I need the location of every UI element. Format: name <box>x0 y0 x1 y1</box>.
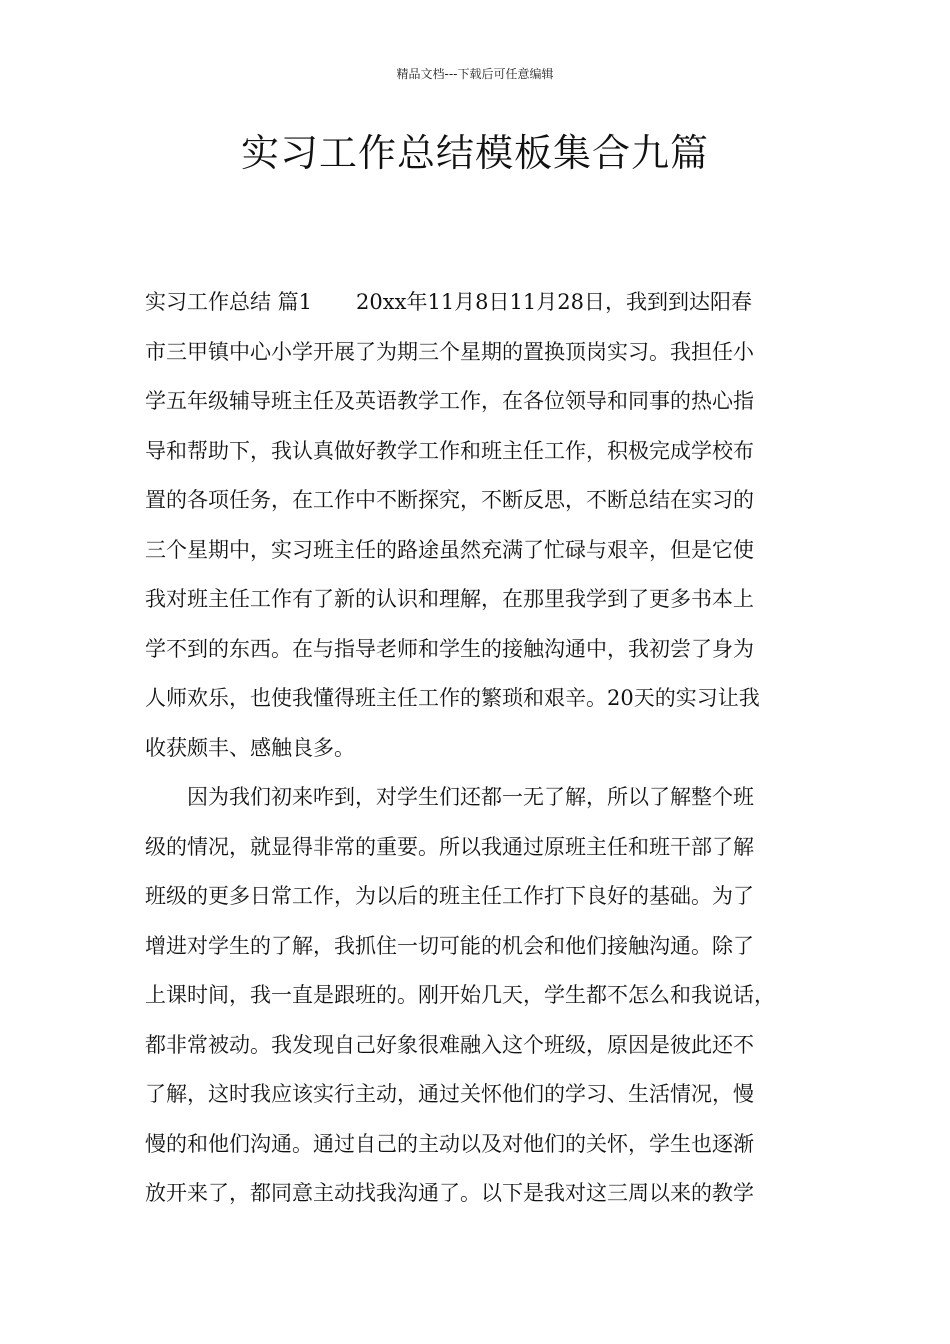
paragraph-line: 收获颇丰、感触良多。 <box>145 735 355 760</box>
document-body <box>145 278 825 1219</box>
document-title: 实习工作总结模板集合九篇 <box>240 131 709 175</box>
section-label: 实习工作总结 篇1 <box>145 290 313 314</box>
paragraph-line: 慢的和他们沟通。通过自己的主动以及对他们的关怀，学生也逐渐 <box>145 1131 754 1156</box>
paragraph-line: 学五年级辅导班主任及英语教学工作，在各位领导和同事的热心指 <box>145 389 754 413</box>
paragraph-line: 导和帮助下，我认真做好教学工作和班主任工作，积极完成学校布 <box>145 438 754 463</box>
paragraph-line: 放开来了，都同意主动找我沟通了。以下是我对这三周以来的教学 <box>145 1181 754 1205</box>
paragraph-line: 学不到的东西。在与指导老师和学生的接触沟通中，我初尝了身为 <box>145 636 754 661</box>
paragraph-line: 我对班主任工作有了新的认识和理解，在那里我学到了更多书本上 <box>145 587 754 611</box>
paragraph-line-text: 20xx年11月8日11月28日，我到到达阳春 <box>356 290 752 314</box>
header-note: 精品文档---下载后可任意编辑 <box>396 67 554 81</box>
paragraph-line: 级的情况，就显得非常的重要。所以我通过原班主任和班干部了解 <box>145 834 754 859</box>
paragraph-line: 都非常被动。我发现自己好象很难融入这个班级，原因是彼此还不 <box>145 1032 754 1057</box>
paragraph-line: 班级的更多日常工作，为以后的班主任工作打下良好的基础。为了 <box>145 884 754 908</box>
paragraph-line: 人师欢乐，也使我懂得班主任工作的繁琐和艰辛。20天的实习让我 <box>145 686 760 710</box>
paragraph-line: 增进对学生的了解，我抓住一切可能的机会和他们接触沟通。除了 <box>145 933 754 958</box>
paragraph-line: 上课时间，我一直是跟班的。刚开始几天，学生都不怎么和我说话， <box>145 983 775 1007</box>
paragraph-line: 三个星期中，实习班主任的路途虽然充满了忙碌与艰辛，但是它使 <box>145 537 754 562</box>
paragraph-line: 了解，这时我应该实行主动，通过关怀他们的学习、生活情况，慢 <box>145 1082 754 1106</box>
paragraph-line <box>145 278 825 328</box>
paragraph-line: 因为我们初来咋到，对学生们还都一无了解，所以了解整个班 <box>187 785 754 809</box>
paragraph-line: 置的各项任务，在工作中不断探究，不断反思，不断总结在实习的 <box>145 488 754 512</box>
paragraph-line: 市三甲镇中心小学开展了为期三个星期的置换顶岗实习。我担任小 <box>145 339 754 364</box>
